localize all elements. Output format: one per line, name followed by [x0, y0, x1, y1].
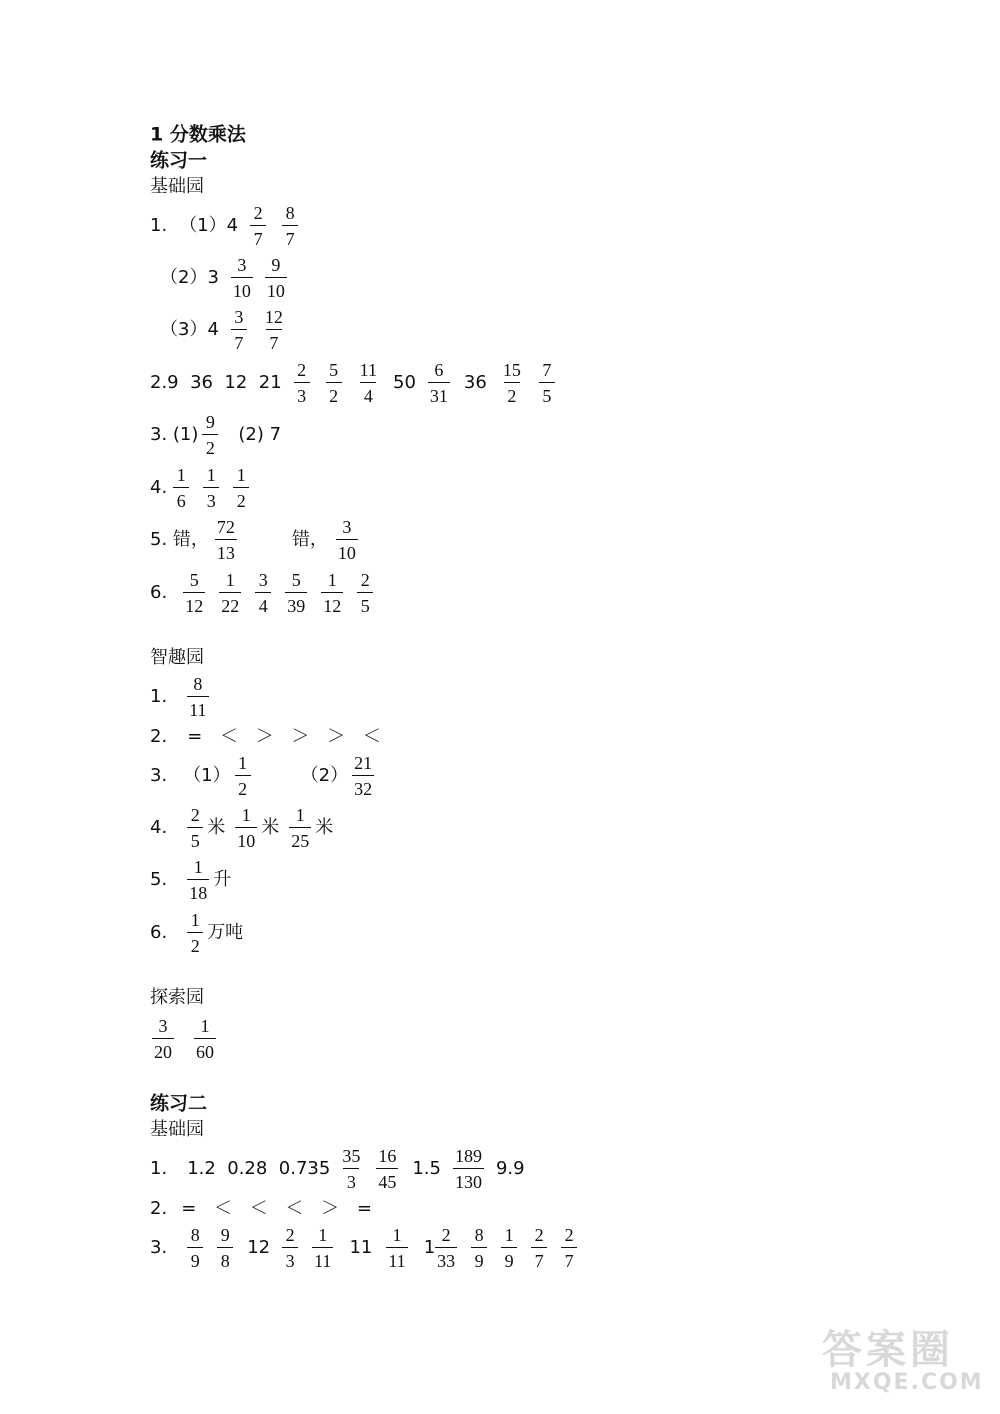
unit: 升 — [213, 869, 232, 890]
fraction: 16 45 — [378, 1146, 397, 1192]
fun-section-title: 智趣园 — [150, 647, 204, 668]
part-label: （2） — [300, 765, 349, 786]
answer-4 — [150, 466, 249, 510]
fraction: 1 11 — [388, 1225, 406, 1271]
fun-answer-5 — [150, 858, 231, 902]
answer-5 — [150, 518, 358, 562]
watermark-url: MXQE.COM — [830, 1370, 984, 1395]
fraction: 8 9 — [187, 1226, 203, 1270]
fun-answer-3 — [150, 754, 374, 798]
answer-text: 错， — [291, 529, 328, 550]
question-number: 4. — [150, 817, 168, 838]
fun-answer-1 — [150, 675, 209, 719]
fraction: 1 60 — [196, 1016, 214, 1062]
unit: 米 — [261, 817, 280, 838]
fraction: 9 2 — [202, 413, 218, 457]
question-number: 1. — [150, 686, 168, 707]
fraction: 21 32 — [354, 753, 373, 799]
fraction: 5 39 — [287, 570, 306, 616]
unit: 米 — [315, 817, 334, 838]
fraction: 1 25 — [291, 805, 310, 851]
answer-value: 36 — [463, 372, 487, 393]
answer-value: 12 — [247, 1237, 271, 1258]
fraction: 7 5 — [539, 361, 555, 405]
fraction: 9 8 — [217, 1226, 233, 1270]
fraction: 1 12 — [323, 570, 342, 616]
fraction: 1 2 — [187, 911, 203, 955]
answer-value: 50 — [393, 372, 416, 393]
exercise-1-title: 练习一 — [150, 149, 208, 172]
watermark-text: 答案圈 — [822, 1327, 954, 1373]
fraction: 1 6 — [173, 466, 189, 510]
fraction: 15 2 — [502, 360, 521, 406]
fraction: 35 3 — [342, 1146, 361, 1192]
fraction: 8 9 — [471, 1226, 487, 1270]
fraction: 189 130 — [454, 1146, 482, 1192]
question-number: 1. — [150, 1158, 168, 1179]
comparison-signs: = ＜ ＞ ＞ ＞ ＜ — [187, 726, 387, 747]
fraction: 1 10 — [237, 805, 256, 851]
answer-1-part-3 — [160, 308, 285, 352]
comparison-signs: = ＜ ＜ ＜ ＞ = — [181, 1198, 378, 1219]
fraction: 1 22 — [221, 570, 240, 616]
question-number: 4. — [150, 477, 168, 498]
fraction: 2 3 — [294, 361, 310, 405]
fraction: 5 12 — [185, 570, 204, 616]
answer-value: 1.5 — [412, 1158, 441, 1179]
fraction: 1 9 — [501, 1226, 517, 1270]
exercise-2-title: 练习二 — [150, 1092, 208, 1115]
unit: 米 — [207, 817, 226, 838]
fraction: 2 33 — [437, 1225, 456, 1271]
question-number: 6. — [150, 922, 168, 943]
fraction: 2 7 — [561, 1226, 577, 1270]
fraction: 72 13 — [216, 517, 235, 563]
answer-values: 2.9 36 12 21 — [150, 372, 282, 393]
answer-value: 9.9 — [495, 1158, 525, 1179]
chapter-title: 1 分数乘法 — [150, 123, 246, 146]
ex2-answer-1 — [150, 1147, 525, 1191]
answer-value: (2) 7 — [238, 424, 282, 445]
fraction: 1 3 — [203, 466, 219, 510]
part-label: （1）4 — [179, 215, 239, 236]
fraction: 11 4 — [359, 360, 378, 406]
part-label: （2）3 — [160, 267, 219, 288]
fraction: 2 3 — [282, 1226, 298, 1270]
fraction: 2 7 — [250, 204, 266, 248]
fraction: 2 7 — [531, 1226, 547, 1270]
question-number: 5. — [150, 869, 168, 890]
fraction: 8 7 — [282, 204, 298, 248]
fraction: 1 2 — [233, 466, 249, 510]
fraction: 1 11 — [314, 1225, 332, 1271]
fraction: 1 18 — [189, 857, 208, 903]
fraction: 9 10 — [266, 255, 285, 301]
watermark-logo — [812, 1318, 992, 1404]
fraction: 5 2 — [326, 361, 342, 405]
question-number: 3. — [150, 1237, 168, 1258]
ex2-answer-3 — [150, 1226, 577, 1270]
answer-values: 1.2 0.28 0.735 — [187, 1158, 331, 1179]
fraction: 3 10 — [337, 517, 356, 563]
answer-1-part-2 — [160, 256, 287, 300]
part-label: （1） — [183, 765, 231, 786]
answer-3 — [150, 413, 281, 457]
basic-section-title-2: 基础园 — [150, 1119, 204, 1140]
fraction: 8 11 — [189, 674, 207, 720]
question-number: 3. (1) — [150, 424, 199, 445]
fraction: 2 5 — [357, 571, 373, 615]
explore-answer — [152, 1017, 216, 1061]
answer-text: 5. 错， — [150, 529, 209, 550]
mixed-number-whole: 1 — [423, 1237, 436, 1258]
ex2-answer-2 — [150, 1200, 378, 1218]
question-number: 3. — [150, 765, 168, 786]
fun-answer-6 — [150, 911, 243, 955]
answer-2 — [150, 361, 555, 405]
answer-value: 11 — [349, 1237, 373, 1258]
fraction: 3 4 — [255, 571, 271, 615]
unit: 万吨 — [207, 922, 244, 943]
fraction: 3 10 — [232, 255, 251, 301]
answer-1-part-1 — [150, 204, 298, 248]
fraction: 3 7 — [231, 308, 247, 352]
question-number: 2. — [150, 1198, 168, 1219]
fraction: 3 20 — [154, 1016, 172, 1062]
fraction: 1 2 — [235, 754, 251, 798]
question-number: 6. — [150, 582, 168, 603]
fraction: 6 31 — [429, 360, 448, 406]
fraction: 2 5 — [187, 806, 203, 850]
part-label: （3）4 — [160, 319, 219, 340]
explore-section-title: 探索园 — [150, 987, 204, 1008]
fraction: 12 7 — [264, 307, 283, 353]
basic-section-title: 基础园 — [150, 176, 204, 197]
question-number: 1. — [150, 215, 168, 236]
fun-answer-2 — [150, 728, 387, 746]
question-number: 2. — [150, 726, 168, 747]
answer-6 — [150, 571, 373, 615]
fun-answer-4 — [150, 806, 333, 850]
